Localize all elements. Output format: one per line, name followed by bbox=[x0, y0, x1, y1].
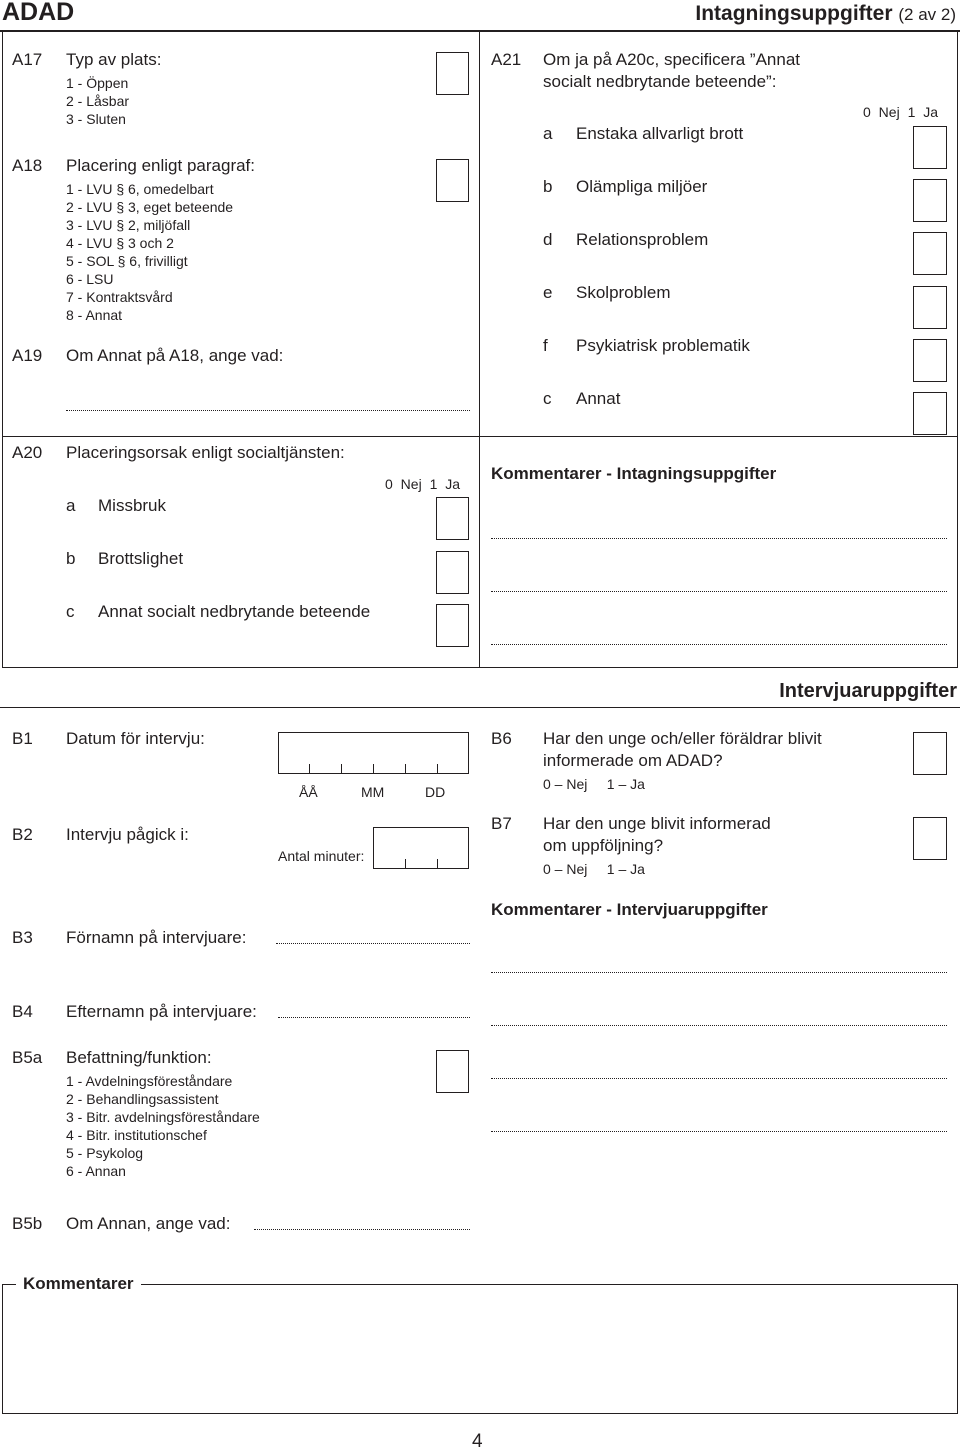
a18-options bbox=[66, 180, 233, 324]
a21c-answer-box[interactable] bbox=[913, 392, 947, 435]
a20c-answer-box[interactable] bbox=[436, 604, 469, 647]
a19-answer-line[interactable] bbox=[66, 410, 470, 411]
question-b2-label: Intervju pågick i: bbox=[66, 825, 189, 844]
question-b1-label: Datum för intervju: bbox=[66, 729, 205, 748]
question-number-a20: A20 bbox=[12, 443, 43, 462]
a20-item-letter: c bbox=[66, 602, 75, 621]
a20-scale: 0 Nej 1 Ja bbox=[385, 476, 461, 492]
option: 5 - Psykolog bbox=[66, 1145, 144, 1161]
date-label-day: DD bbox=[425, 784, 446, 800]
question-a19-label: Om Annat på A18, ange vad: bbox=[66, 346, 284, 365]
question-a21-label-line2: socialt nedbrytande beteende”: bbox=[543, 72, 777, 91]
question-a20-label: Placeringsorsak enligt socialtjänsten: bbox=[66, 443, 345, 462]
b4-answer-line[interactable] bbox=[278, 1017, 470, 1018]
b5a-answer-box[interactable] bbox=[436, 1050, 469, 1093]
option: 6 - LSU bbox=[66, 271, 114, 287]
frame-right bbox=[957, 32, 958, 668]
comments-interviewer-line-1[interactable] bbox=[491, 972, 947, 973]
question-number-b3: B3 bbox=[12, 928, 33, 947]
question-number-b5a: B5a bbox=[12, 1048, 43, 1067]
question-b6-line1: Har den unge och/eller föräldrar blivit bbox=[543, 729, 822, 748]
section-heading bbox=[695, 2, 956, 26]
a20b-answer-box[interactable] bbox=[436, 551, 469, 594]
question-number-b1: B1 bbox=[12, 729, 33, 748]
comments-interviewer-line-2[interactable] bbox=[491, 1025, 947, 1026]
a20-item-text: Annat socialt nedbrytande beteende bbox=[98, 602, 371, 621]
page-number: 4 bbox=[472, 1431, 483, 1452]
question-a18-label: Placering enligt paragraf: bbox=[66, 156, 256, 175]
column-divider bbox=[479, 32, 480, 437]
comments-interviewer-heading: Kommentarer - Intervjuaruppgifter bbox=[491, 900, 768, 919]
question-number-b5b: B5b bbox=[12, 1214, 43, 1233]
a21a-answer-box[interactable] bbox=[913, 126, 947, 169]
date-tick bbox=[341, 764, 342, 774]
column-divider-lower bbox=[479, 436, 480, 667]
question-number-b6: B6 bbox=[491, 729, 512, 748]
a21-item-letter: b bbox=[543, 177, 553, 196]
a17-options bbox=[66, 74, 129, 128]
header-rule bbox=[0, 30, 960, 32]
option: 6 - Annan bbox=[66, 1163, 126, 1179]
a21-item-text: Annat bbox=[576, 389, 621, 408]
question-number-b2: B2 bbox=[12, 825, 33, 844]
question-b7-line2: om uppföljning? bbox=[543, 836, 664, 855]
comments-heading: Kommentarer bbox=[16, 1274, 141, 1294]
b5b-answer-line[interactable] bbox=[254, 1229, 470, 1230]
section-title: Intagningsuppgifter bbox=[695, 2, 893, 25]
b7-scale: 0 – Nej 1 – Ja bbox=[543, 861, 645, 877]
option: 1 - Avdelningsföreståndare bbox=[66, 1073, 233, 1089]
question-number-a17: A17 bbox=[12, 50, 43, 69]
comments-interviewer-line-4[interactable] bbox=[491, 1131, 947, 1132]
question-b6-line2: informerade om ADAD? bbox=[543, 751, 723, 770]
comments-intake-line-3[interactable] bbox=[491, 644, 947, 645]
date-label-month: MM bbox=[361, 784, 385, 800]
a21-item-letter: d bbox=[543, 230, 553, 249]
date-tick bbox=[437, 764, 438, 774]
a21-item-text: Relationsproblem bbox=[576, 230, 709, 249]
a21-item-text: Psykiatrisk problematik bbox=[576, 336, 750, 355]
a21-scale: 0 Nej 1 Ja bbox=[863, 104, 939, 120]
comments-intake-heading: Kommentarer - Intagningsuppgifter bbox=[491, 464, 777, 483]
question-a21-label-line1: Om ja på A20c, specificera ”Annat bbox=[543, 50, 801, 69]
b6-scale: 0 – Nej 1 – Ja bbox=[543, 776, 645, 792]
minutes-tick bbox=[405, 859, 406, 869]
option: 3 - LVU § 2, miljöfall bbox=[66, 217, 191, 233]
frame-bottom bbox=[2, 667, 958, 668]
a20-item-text: Missbruk bbox=[98, 496, 167, 515]
date-label-year: ÅÅ bbox=[299, 784, 318, 800]
date-tick bbox=[405, 764, 406, 774]
a18-answer-box[interactable] bbox=[436, 159, 469, 202]
question-number-b7: B7 bbox=[491, 814, 512, 833]
option: 4 - LVU § 3 och 2 bbox=[66, 235, 174, 251]
question-b5b-label: Om Annan, ange vad: bbox=[66, 1214, 231, 1233]
option: 2 - LVU § 3, eget beteende bbox=[66, 199, 234, 215]
page-indicator: (2 av 2) bbox=[898, 5, 956, 24]
comments-box[interactable] bbox=[2, 1284, 958, 1414]
comments-intake-line-1[interactable] bbox=[491, 538, 947, 539]
comments-interviewer-line-3[interactable] bbox=[491, 1078, 947, 1079]
minutes-tick bbox=[437, 859, 438, 869]
option: 1 - LVU § 6, omedelbart bbox=[66, 181, 214, 197]
b2-minutes-field[interactable] bbox=[373, 827, 469, 869]
option: 2 - Låsbar bbox=[66, 93, 130, 109]
interviewer-rule bbox=[0, 707, 960, 708]
question-number-b4: B4 bbox=[12, 1002, 33, 1021]
a20a-answer-box[interactable] bbox=[436, 497, 469, 540]
option: 4 - Bitr. institutionschef bbox=[66, 1127, 207, 1143]
b5a-options bbox=[66, 1072, 260, 1180]
row-divider bbox=[2, 436, 958, 437]
option: 8 - Annat bbox=[66, 307, 123, 323]
a21-item-text: Olämpliga miljöer bbox=[576, 177, 708, 196]
a21-item-letter: c bbox=[543, 389, 552, 408]
a21-item-letter: f bbox=[543, 336, 548, 355]
option: 5 - SOL § 6, frivilligt bbox=[66, 253, 188, 269]
b2-minutes-label: Antal minuter: bbox=[278, 848, 365, 864]
form-title: ADAD bbox=[2, 0, 75, 26]
date-tick bbox=[373, 764, 374, 774]
a21b-answer-box[interactable] bbox=[913, 179, 947, 222]
a21-item-letter: a bbox=[543, 124, 553, 143]
option: 2 - Behandlingsassistent bbox=[66, 1091, 219, 1107]
question-b3-label: Förnamn på intervjuare: bbox=[66, 928, 247, 947]
a21e-answer-box[interactable] bbox=[913, 286, 947, 329]
question-number-a18: A18 bbox=[12, 156, 43, 175]
a20-item-text: Brottslighet bbox=[98, 549, 184, 568]
option: 7 - Kontraktsvård bbox=[66, 289, 173, 305]
option: 3 - Sluten bbox=[66, 111, 126, 127]
a17-answer-box[interactable] bbox=[436, 52, 469, 95]
comments-intake-line-2[interactable] bbox=[491, 591, 947, 592]
question-b5a-label: Befattning/funktion: bbox=[66, 1048, 212, 1067]
question-number-a21: A21 bbox=[491, 50, 522, 69]
a20-item-letter: b bbox=[66, 549, 76, 568]
question-b7-line1: Har den unge blivit informerad bbox=[543, 814, 771, 833]
option: 1 - Öppen bbox=[66, 75, 129, 91]
frame-left bbox=[2, 32, 3, 668]
question-number-a19: A19 bbox=[12, 346, 43, 365]
date-tick bbox=[309, 764, 310, 774]
b6-answer-box[interactable] bbox=[913, 732, 947, 775]
a21-item-text: Enstaka allvarligt brott bbox=[576, 124, 744, 143]
a21-item-letter: e bbox=[543, 283, 553, 302]
a21-item-text: Skolproblem bbox=[576, 283, 671, 302]
a20-item-letter: a bbox=[66, 496, 76, 515]
interviewer-section-title: Intervjuaruppgifter bbox=[779, 680, 957, 702]
a21f-answer-box[interactable] bbox=[913, 339, 947, 382]
question-a17-label: Typ av plats: bbox=[66, 50, 162, 69]
a21d-answer-box[interactable] bbox=[913, 232, 947, 275]
b7-answer-box[interactable] bbox=[913, 817, 947, 860]
question-b4-label: Efternamn på intervjuare: bbox=[66, 1002, 257, 1021]
option: 3 - Bitr. avdelningsföreståndare bbox=[66, 1109, 260, 1125]
b3-answer-line[interactable] bbox=[276, 943, 470, 944]
